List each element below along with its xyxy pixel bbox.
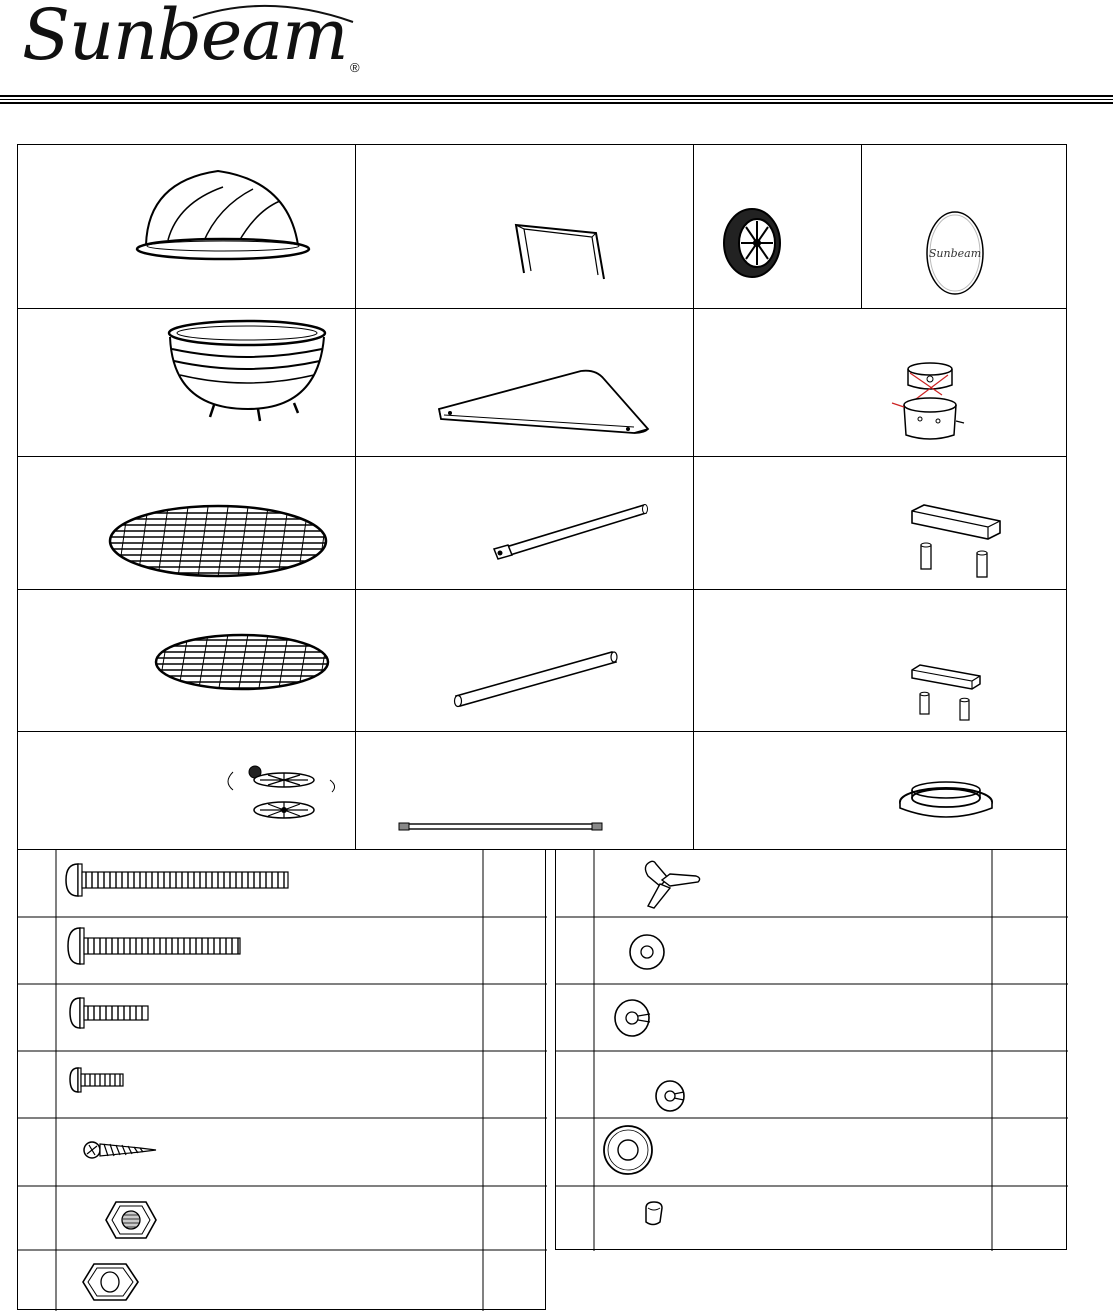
ash-catcher-assembly-icon: [694, 309, 1068, 458]
sunbeam-logo: [18, 0, 378, 90]
header-rule-middle: [0, 99, 1113, 100]
part-cell-leg-with-bracket: [355, 456, 694, 590]
cooking-grate-icon: [18, 457, 357, 591]
part-cell-badge: [861, 144, 1067, 309]
hardware-table-left: [17, 849, 546, 1310]
flat-washer-icon: [626, 932, 670, 972]
part-cell-bottom-shelf: [355, 308, 694, 457]
lid-handle-icon: [356, 145, 695, 310]
part-cell-bowl: [17, 308, 356, 457]
flat-hex-nut-icon: [80, 1260, 144, 1304]
wood-screw-icon: [82, 1134, 162, 1166]
leg-tube-icon: [356, 590, 695, 733]
vent-assembly-icon: [18, 732, 357, 851]
cap-icon: [640, 1200, 668, 1230]
leg-icon: [356, 457, 695, 591]
triangular-shelf-icon: [356, 309, 695, 458]
lock-washer-icon: [610, 996, 658, 1040]
part-cell-cooking-grate: [17, 456, 356, 590]
split-washer-icon: [652, 1076, 692, 1116]
bowl-handle-large-icon: [694, 457, 1068, 591]
header-rule-bottom: [0, 102, 1113, 104]
wing-nut-icon: [640, 858, 704, 910]
axle-icon: [356, 732, 695, 851]
part-cell-charcoal-grate: [17, 589, 356, 732]
logo-wordmark: Sunbeam: [22, 0, 348, 76]
part-cell-leg: [355, 589, 694, 732]
registered-mark: ®: [350, 60, 360, 75]
hardware-table-right: [555, 849, 1067, 1250]
bowl-handle-small-icon: [694, 590, 1068, 733]
large-washer-icon: [600, 1122, 656, 1178]
badge-text: Sunbeam: [928, 247, 982, 260]
ash-pan-ring-icon: [694, 732, 1068, 851]
part-cell-lid: [17, 144, 356, 309]
part-cell-ash-pan: [693, 731, 1067, 850]
long-bolt-icon: [64, 862, 294, 902]
grill-bowl-icon: [18, 309, 357, 458]
wheel-icon: [694, 145, 863, 310]
sunbeam-badge-icon: [862, 145, 1068, 310]
medium-bolt-icon: [66, 926, 266, 970]
part-cell-axle: [355, 731, 694, 850]
part-cell-ash-catcher: [693, 308, 1067, 457]
grill-lid-icon: [18, 145, 357, 310]
hardware-right-grid: [556, 850, 1068, 1251]
charcoal-grate-icon: [18, 590, 357, 733]
hex-nut-icon: [102, 1198, 162, 1242]
mini-bolt-icon: [68, 1066, 128, 1096]
part-cell-bowl-handle-small: [693, 589, 1067, 732]
part-cell-bowl-handle-large: [693, 456, 1067, 590]
short-bolt-icon: [68, 996, 158, 1032]
part-cell-vent-assembly: [17, 731, 356, 850]
part-cell-wheel: [693, 144, 862, 309]
header-rule-top: [0, 95, 1113, 97]
part-cell-lid-handle: [355, 144, 694, 309]
